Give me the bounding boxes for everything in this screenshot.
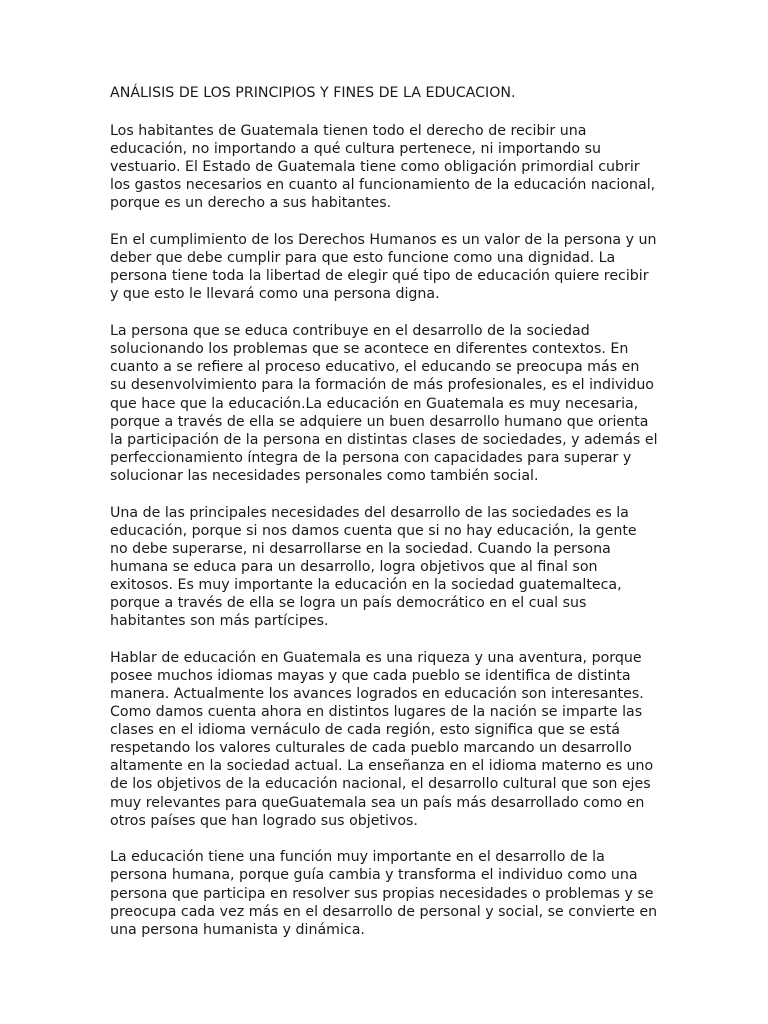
text-line: La persona que se educa contribuye en el desarrollo de la sociedad (110, 323, 590, 340)
text-line: educación, no importando a qué cultura pertenece, ni importando su (110, 141, 602, 158)
paragraph-5 (110, 649, 662, 830)
paragraph-4 (110, 504, 662, 631)
text-line: solucionando los problemas que se acontece en diferentes contextos. En (110, 341, 629, 358)
text-line: solucionar las necesidades personales como también social. (110, 467, 539, 484)
text-line: persona humana, porque guía cambia y transforma el individuo como una (110, 867, 638, 884)
text-line: altamente en la sociedad actual. La enseñanza en el idioma materno es uno (110, 758, 654, 775)
paragraph-6 (110, 848, 662, 938)
text-line: exitosos. Es muy importante la educación en la sociedad guatemalteca, (110, 576, 622, 593)
text-line: porque a través de ella se logra un país democrático en el cual sus (110, 595, 587, 612)
text-line: los gastos necesarios en cuanto al funcionamiento de la educación nacional, (110, 177, 656, 194)
paragraph-3 (110, 322, 662, 485)
text-line: persona que participa en resolver sus propias necesidades o problemas y se (110, 885, 654, 902)
text-line: manera. Actualmente los avances logrados en educación son interesantes. (110, 686, 644, 702)
text-line: una persona humanista y dinámica. (110, 921, 365, 938)
text-line: su desenvolvimiento para la formación de más profesionales, es el individuo (110, 377, 654, 394)
text-line: cuanto a se refiere al proceso educativo, el educando se preocupa más en (110, 359, 640, 376)
text-line: posee muchos idiomas mayas y que cada pueblo se identifica de distinta (110, 667, 631, 684)
text-line: preocupa cada vez más en el desarrollo de personal y social, se convierte en (110, 903, 658, 920)
text-line: no debe superarse, ni desarrollarse en la sociedad. Cuando la persona (110, 540, 611, 557)
text-line: y que esto le llevará como una persona digna. (110, 286, 440, 303)
text-line: vestuario. El Estado de Guatemala tiene como obligación primordial cubrir (110, 159, 640, 176)
document-page (110, 84, 662, 957)
text-line: respetando los valores culturales de cada pueblo marcando un desarrollo (110, 740, 632, 757)
text-line: otros países que han logrado sus objetivos. (110, 812, 418, 829)
text-line: clases en el idioma vernáculo de cada región, esto significa que se está (110, 722, 620, 739)
text-line: Hablar de educación en Guatemala es una riqueza y una aventura, porque (110, 649, 642, 666)
text-line: muy relevantes para queGuatemala sea un país más desarrollado como en (110, 794, 645, 811)
text-line: de los objetivos de la educación nacional, el desarrollo cultural que son ejes (110, 776, 651, 793)
text-line: Como damos cuenta ahora en distintos lugares de la nación se imparte las (110, 704, 643, 721)
text-line: Los habitantes de Guatemala tienen todo el derecho de recibir una (110, 123, 587, 140)
text-line: habitantes son más partícipes. (110, 613, 329, 630)
text-line: la participación de la persona en distintas clases de sociedades, y además el (110, 431, 658, 448)
document-title: ANÁLISIS DE LOS PRINCIPIOS Y FINES DE LA EDUCACION. (110, 85, 516, 101)
text-line: educación, porque si nos damos cuenta que si no hay educación, la gente (110, 522, 637, 539)
text-line: Una de las principales necesidades del desarrollo de las sociedades es la (110, 504, 629, 521)
text-line: que hace que la educación.La educación en Guatemala es muy necesaria, (110, 395, 639, 412)
text-line: humana se educa para un desarrollo, logra objetivos que al final son (110, 558, 598, 575)
text-line: porque es un derecho a sus habitantes. (110, 195, 392, 212)
text-line: En el cumplimiento de los Derechos Humanos es un valor de la persona y un (110, 232, 657, 249)
text-line: La educación tiene una función muy importante en el desarrollo de la (110, 849, 605, 866)
text-line: porque a través de ella se adquiere un buen desarrollo humano que orienta (110, 413, 649, 430)
paragraph-2 (110, 231, 662, 303)
text-line: persona tiene toda la libertad de elegir qué tipo de educación quiere recibir (110, 268, 649, 285)
text-line: deber que debe cumplir para que esto funcione como una dignidad. La (110, 250, 616, 267)
paragraph-1 (110, 122, 662, 212)
document-body (110, 122, 662, 939)
text-line: perfeccionamiento íntegra de la persona con capacidades para superar y (110, 449, 632, 466)
